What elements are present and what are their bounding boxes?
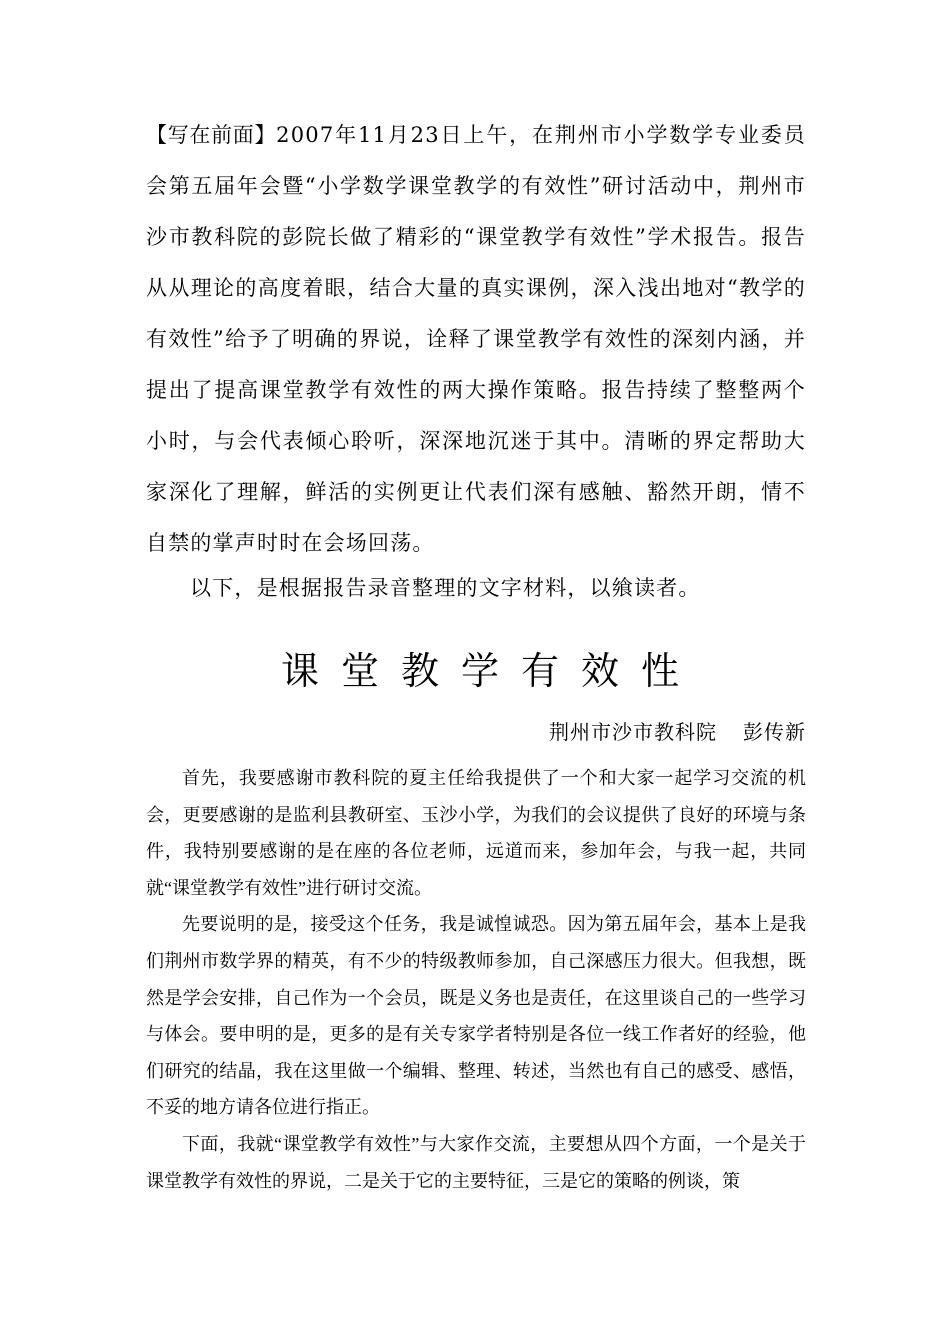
preface-followup: 以下，是根据报告录音整理的文字材料，以飨读者。 bbox=[190, 576, 701, 600]
author-line bbox=[430, 712, 806, 752]
preface-paragraph bbox=[146, 110, 806, 569]
body-paragraph: 下面，我就“课堂教学有效性”与大家作交流，主要想从四个方面，一个是关于课堂教学有效性的界说，二是关于它的主要特征，三是它的策略的例谈，策 bbox=[146, 1133, 806, 1191]
article-body bbox=[146, 760, 806, 1199]
author-org: 荆州市沙市教科院 bbox=[549, 720, 717, 744]
body-paragraph: 先要说明的是，接受这个任务，我是诚惶诚恐。因为第五届年会，基本上是我们荆州市数学界的精英，有不少的特级教师参加，自己深感压力很大。但我想，既然是学会安排，自己作为一个会员，既是义务也是责任，在这里谈自己的一些学习与体会。要申明的是，更多的是有关专家学者特别是各位一线工作者好的经验，他们研究的结晶，我在这里做一个编辑、整理、转述，当然也有自己的感受、感悟，不妥的地方请各位进行指正。 bbox=[146, 914, 806, 1118]
author-name: 彭传新 bbox=[743, 720, 806, 744]
article-title: 课堂教学有效性 bbox=[280, 649, 701, 693]
preface-text: 2007年11月23日上午，在荆州市小学数学专业委员会第五届年会暨“小学数学课堂教学的有效性”研讨活动中，荆州市沙市教科院的彭院长做了精彩的“课堂教学有效性”学术报告。报告从从理论的高度着眼，结合大量的真实课例，深入浅出地对“教学的有效性”给予了明确的界说，诠释了课堂教学有效性的深刻内涵，并提出了提高课堂教学有效性的两大操作策略。报告持续了整整两个小时，与会代表倾心聆听，深深地沉迷于其中。清晰的界定帮助大家深化了理解，鲜活的实例更让代表们深有感触、豁然开朗，情不自禁的掌声时时在会场回荡。 bbox=[146, 123, 806, 555]
preface-label: 【写在前面】 bbox=[146, 123, 277, 147]
body-paragraph: 首先，我要感谢市教科院的夏主任给我提供了一个和大家一起学习交流的机会，更要感谢的是监利县教研室、玉沙小学，为我们的会议提供了良好的环境与条件，我特别要感谢的是在座的各位老师，远道而来，参加年会，与我一起，共同就“课堂教学有效性”进行研讨交流。 bbox=[146, 768, 806, 898]
